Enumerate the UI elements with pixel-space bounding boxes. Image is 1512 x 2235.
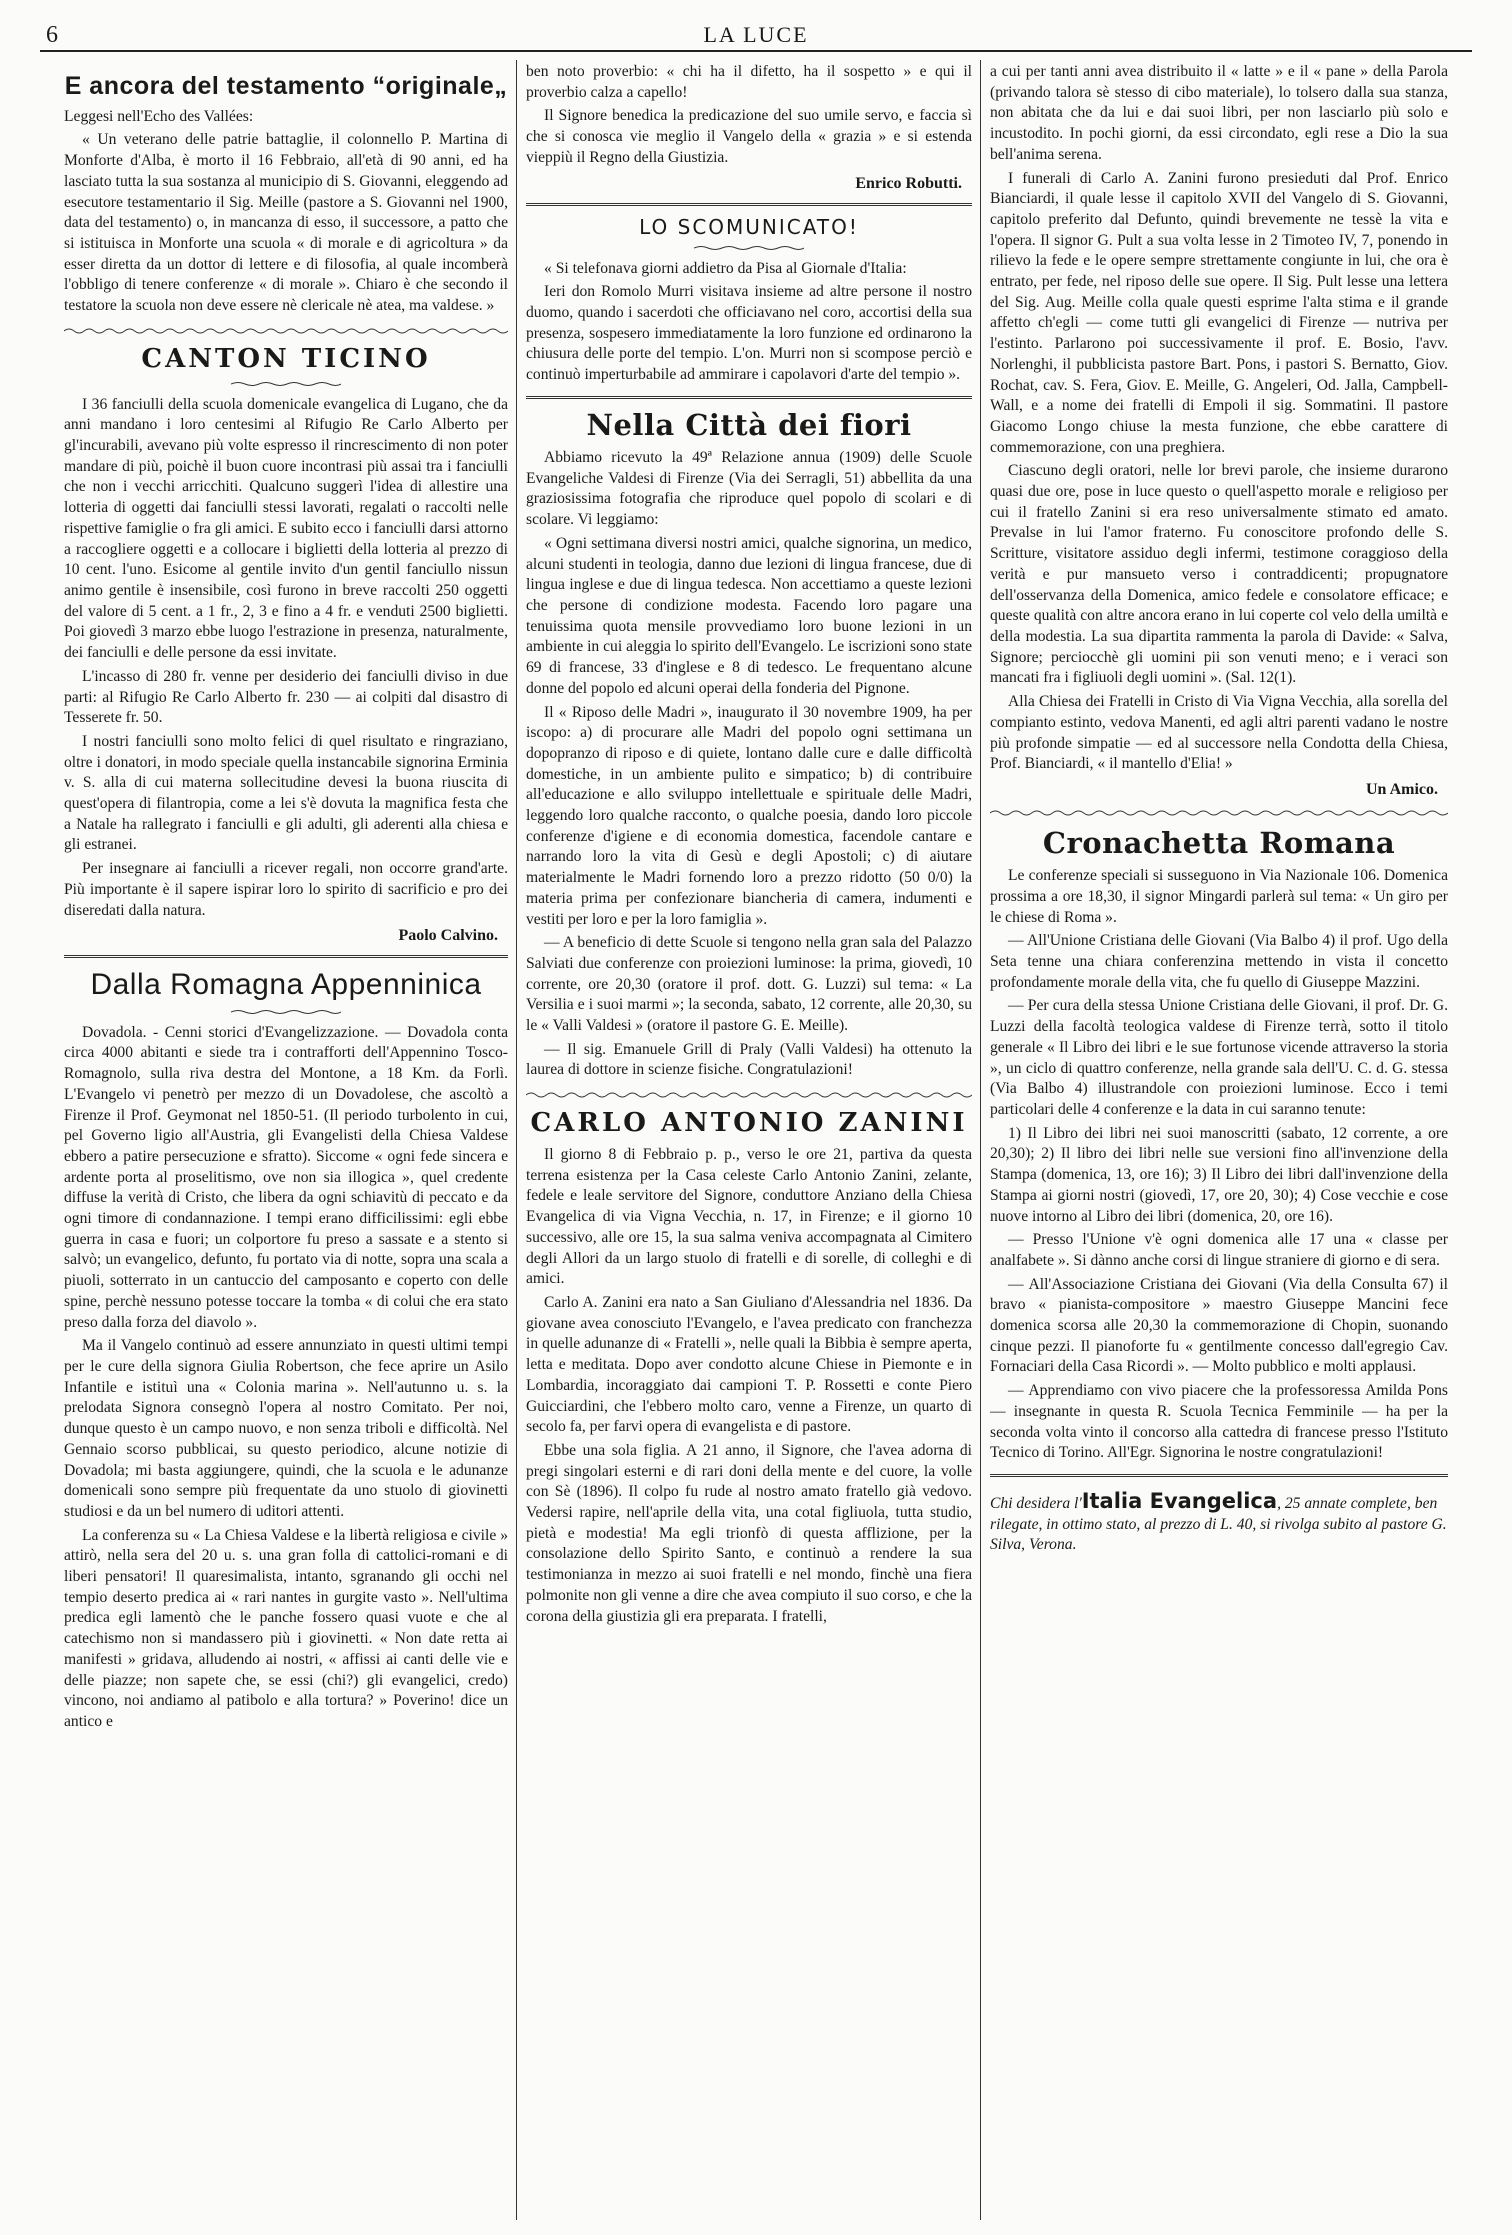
article-paragraph: — All'Associazione Cristiana dei Giovani (Via della Consulta 67) il bravo « pianista-compositore » maestro Giuseppe Mancini fece domenica scorsa alle 20,30 la commemorazione di Chopin, suonando cinque pezzi. Il pianoforte fu « gentilmente concesso dall'egregio Cav. Fornaciari della Casa Ricordi ». — Molto pubblico e molti applausi. <box>990 1275 1448 1376</box>
title-swash <box>694 245 804 251</box>
wavy-divider <box>990 809 1448 817</box>
column-2 <box>526 62 972 2222</box>
article-paragraph: — Il sig. Emanuele Grill di Praly (Valli Valdesi) ha ottenuto la laurea di dottore in scienze fisiche. Congratulazioni! <box>526 1040 972 1079</box>
article-paragraph: Ma il Vangelo continuò ad essere annunziato in questi ultimi tempi per le cure della signora Giulia Robertson, che fece aprire un Asilo Infantile e istituì una « Colonia marina ». Nell'autunno u. s. la prelodata Signora consegnò l'opera al nostro Comitato. Per noi, dunque questo è un campo nuovo, e non senza triboli e difficoltà. Nel Gennaio scorso pubblicai, su questo periodico, alcune notizie di Dovadola; mi basta aggiungere, quindi, che la scuola e le adunanze domenicali sono sempre più frequentate da uno stuolo di giovinetti studiosi e da un bel numero di uditori attenti. <box>64 1337 508 1520</box>
article-paragraph: Per insegnare ai fanciulli a ricever regali, non occorre grand'arte. Più importante è il sapere ispirar loro lo spirito di sacrificio e pro dei diseredati dalla natura. <box>64 860 508 919</box>
article-paragraph: La conferenza su « La Chiesa Valdese e la libertà religiosa e civile » attirò, nella sera del 20 u. s. una gran folla di cattolici-romani e di liberi pensatori! Il quaresimalista, intanto, sgranando gli occhi nel tempio deserto predica ai « rari nantes in gurgite vasto ». Nell'ultima predica egli lamentò che le panche fossero quasi vuote e che al catechismo non si mandassero più i giovinetti. « Non date retta ai manifesti » gridava, alludendo ai nostri, « affissi ai canti delle vie e delle piazze; non sapete che, se essi (chi?) gli evangelici, credo) vincono, noi andiamo al patibolo e alla tortura? » Poverino! dice un antico e <box>64 1526 508 1730</box>
article-paragraph: Carlo A. Zanini era nato a San Giuliano d'Alessandria nel 1836. Da giovane avea conosciuto l'Evangelo, e l'avea predicato con franchezza in quelle adunanze di « Fratelli », nelle quali la Bibbia è sempre aperta, letta e meditata. Dopo aver condotto alcune Chiese in Piemonte e in Lombardia, incoraggiato dai campioni T. P. Rossetti e conte Piero Guicciardini, che l'ebbero molto caro, venne a Firenze, un quarto di secolo fa, per farvi opera di evangelista e di pastore. <box>526 1293 972 1436</box>
article-title: Dalla Romagna Appenninica <box>90 968 482 1002</box>
article-paragraph: I funerali di Carlo A. Zanini furono presieduti dal Prof. Enrico Bianciardi, il quale lesse il capitolo XVII del Vangelo di S. Giovanni, capitolo preferito dal Defunto, quindi brevemente ne tessè la vita e l'opera. Il signor G. Pult a sua volta lesse in 2 Timoteo IV, 7, ponendo in rilievo la fede e le opere sempre strettamente congiunte in lui, che ora è entrato, per fede, nel riposo delle sue opere. Il Sig. Pult lesse una lettera del Sig. Aug. Meille colla quale questi esprime l'alta stima e il grande affetto ch'egli — come tutti gli evangelici di Firenze — nutriva per l'estinto. Parlarono poi successivamente il prof. E. Bosio, l'avv. Norlenghi, il pubblicista pastore Bart. Pons, i pastori S. Bernatto, Giov. Rochat, cav. S. Fera, Giov. E. Meille, G. Angeleri, Od. Jalla, Campbell-Wall, e a nome dei fratelli di Empoli il sig. Sommatini. Il pastore Giacomo Longo chiuse la mesta funzione, che ebbe carattere di commemorazione, con una preghiera. <box>990 169 1448 456</box>
article-paragraph: « Si telefonava giorni addietro da Pisa al Giornale d'Italia: <box>544 259 907 277</box>
article-canton-ticino <box>64 345 508 945</box>
column-1 <box>64 62 508 2222</box>
article-paragraph: I nostri fanciulli sono molto felici di quel risultato e ringraziano, oltre i donatori, in modo speciale quella instancabile signorina Erminia v. S. alla di cui materna sollecitudine devesi la buona riuscita di quest'opera di filantropia, come a lei s'è dovuta la magnifica festa che a Natale ha rallegrato i fanciulli e gli adulti, gli aderenti alla chiesa e gli estranei. <box>64 732 508 854</box>
article-paragraph: Il « Riposo delle Madri », inaugurato il 30 novembre 1909, ha per iscopo: a) di procurare alle Madri del popolo ogni settimana un dopopranzo di riposo e di quiete, lontano dalle cure e dalle difficoltà domestiche, in un ambiente pulito e simpatico; b) di contribuire all'educazione e allo sviluppo intellettuale e spirituale delle Madri, leggendo loro qualche racconto, o qualche poesia, dando loro piccole conferenze d'igiene e di economia domestica, facendole cantare e narrando loro la vita di Gesù e degli Apostoli; c) di aiutare materialmente le Madri fornendo loro a prezzo ridotto (50 0/0) la materia prima per confezionare biancheria di camera, indumenti e vestiti per loro e per la loro famiglia ». <box>526 703 972 928</box>
column-divider-2 <box>980 60 981 2220</box>
article-paragraph: Il giorno 8 di Febbraio p. p., verso le ore 21, partiva da questa terrena esistenza per la Casa celeste Carlo Antonio Zanini, zelante, fedele e leale servitore del Signore, conduttore Anziano della Chiesa Evangelica di via Vigna Vecchia, n. 17, in Firenze; e il giorno 10 successivo, alle ore 15, la sua salma veniva accompagnata al Cimitero degli Allori da un largo stuolo di fratelli e di sorelle, di colleghi e di amici. <box>526 1146 972 1288</box>
article-paragraph: — A beneficio di dette Scuole si tengono nella gran sala del Palazzo Salviati due conferenze con proiezioni luminose: la prima, giovedì, 10 corrente, ore 20,30 (oratore il prof. dott. G. Luzzi) sul tema: « La Versilia e i suoi marmi »; la seconda, sabato, 12 corrente, alle 20,30, su le « Valli Valdesi » (oratore il pastore G. E. Meille). <box>526 934 972 1035</box>
article-title: E ancora del testamento “originale„ <box>64 72 508 100</box>
ad-title: Italia Evangelica <box>1081 1488 1278 1513</box>
article-paragraph: Ciascuno degli oratori, nelle lor brevi parole, che insieme durarono quasi due ore, pose in luce questo o quell'aspetto morale e religioso per cui il fratello Zanini si era reso universalmente stimato ed amato. Prevalse in lui l'amor fraterno. Fu conoscitore profondo delle S. Scritture, visitatore assiduo degli infermi, testimone coraggioso della verità e pur mansueto verso i contraddicenti; propugnatore dell'osservanza della Domenica, amico fedele e consolatore efficace; e queste qualità con altre ancora erano in lui coperte col velo della umiltà e della modestia. La sua dipartita rammenta la parola di Davide: « Salva, Signore; perciocchè gli uomini pii son venuti meno; e i veraci son mancati fra i figliuoli degli uomini ». (Sal. 12(1). <box>990 462 1448 687</box>
article-paragraph: — Apprendiamo con vivo piacere che la professoressa Amilda Pons — insegnante in questa R. Scuola Tecnica Femminile — ha per la seconda volta vinto il concorso alla cattedra di francese presso l'Istituto Tecnico di Torino. All'Egr. Signorina le nostre congratulazioni! <box>990 1382 1448 1462</box>
header-rule <box>40 50 1472 52</box>
article-testamento <box>64 72 508 317</box>
article-paragraph: Il Signore benedica la predicazione del suo umile servo, e faccia sì che si conosca vie meglio il Vangelo della « grazia » e si estenda vieppiù il Regno della Giustizia. <box>526 107 972 166</box>
article-scomunicato <box>526 216 972 386</box>
column-divider-1 <box>516 60 517 2220</box>
article-paragraph: — All'Unione Cristiana delle Giovani (Via Balbo 4) il prof. Ugo della Seta tenne una chiara conferenzina mettendo in vista il concetto profondamente morale della vita, che fu quello di Giuseppe Mazzini. <box>990 932 1448 991</box>
double-divider <box>526 396 972 399</box>
article-paragraph: Leggesi nell'Echo des Vallées: <box>64 107 254 125</box>
article-title: CARLO ANTONIO ZANINI <box>530 1108 968 1139</box>
ad-text: , 25 annate complete, ben rilegate, in ottimo stato, al prezzo di L. 40, si rivolga subito al pastore G. Silva, Verona. <box>990 1494 1447 1554</box>
article-cronachetta-romana <box>990 827 1448 1464</box>
article-signature: Paolo Calvino. <box>398 927 498 945</box>
article-zanini-continued <box>990 62 1448 799</box>
article-signature: Un Amico. <box>1366 780 1438 798</box>
double-divider <box>990 1474 1448 1477</box>
advertisement <box>990 1488 1448 1556</box>
article-citta-dei-fiori <box>526 409 972 1081</box>
article-paragraph: L'incasso di 280 fr. venne per desiderio dei fanciulli diviso in due parti: al Rifugio Re Carlo Alberto fr. 230 — ai colpiti dal disastro di Tesserete fr. 50. <box>64 667 508 727</box>
title-swash <box>231 381 341 387</box>
article-zanini <box>526 1109 972 1627</box>
article-title: CANTON TICINO <box>141 343 431 374</box>
article-signature: Enrico Robutti. <box>855 174 962 192</box>
article-paragraph: Alla Chiesa dei Fratelli in Cristo di Via Vigna Vecchia, alla sorella del compianto estinto, vedova Manenti, ed agli altri parenti vadano le nostre più profonde simpatie — ed al successore nella Condotta della Chiesa, Prof. Bianciardi, « il mantello d'Elia! » <box>990 693 1448 773</box>
article-paragraph: a cui per tanti anni avea distribuito il « latte » e il « pane » della Parola (privando talora sè stesso di cibo materiale), lo tolsero dalla sua stanza, non abitata che da lui e dai suoi libri, per non lasciarlo più solo e incustodito. In pochi giorni, da essi circondato, egli rese a Dio la sua bell'anima serena. <box>990 63 1448 163</box>
double-divider <box>526 203 972 206</box>
column-3 <box>990 62 1448 2222</box>
masthead-title: LA LUCE <box>703 22 809 47</box>
article-title: LO SCOMUNICATO! <box>639 214 859 239</box>
article-paragraph: — Presso l'Unione v'è ogni domenica alle 17 una « classe per analfabete ». Si dànno anche corsi di lingue straniere di giorno e di sera. <box>990 1231 1448 1269</box>
article-title: Cronachetta Romana <box>1042 825 1396 860</box>
wavy-divider <box>526 1091 972 1099</box>
article-paragraph: Le conferenze speciali si susseguono in Via Nazionale 106. Domenica prossima a ore 18,30, il signor Mingardi parlerà sul tema: « Un giro per le chiese di Roma ». <box>990 867 1448 926</box>
article-paragraph: « Ogni settimana diversi nostri amici, qualche signorina, un medico, alcuni studenti in teologia, danno due lezioni di lingua francese, due di lingua inglese e due di lingua tedesca. Non accettiamo a queste lezioni che persone di condizione modesta. Facendo loro pagare una tenuissima quota mensile provvediamo loro buone lezioni in un ambiente in cui aleggia lo spirito dell'Evangelo. Le iscrizioni sono state 69 di francese, 33 d'inglese e 8 di tedesco. Le frequentano alcune donne del popolo ed alcuni operai della fonderia del Pignone. <box>526 534 972 697</box>
article-romagna <box>64 968 508 1732</box>
article-paragraph: « Un veterano delle patrie battaglie, il colonnello P. Martina di Monforte d'Alba, è morto il 16 Febbraio, all'età di 90 anni, ed ha lasciato tutta la sua sostanza al municipio di S. Giovanni, eleggendo ad esecutore testamentario il Sig. Meille (pastore a S. Giovanni nel 1900, data del testamento) o, in mancanza di esso, il successore, a patto che si istituisca in Monforte una scuola « di morale e di agricoltura » da esser diretta da un dottor di lettere e di filosofia, al quale incomberà l'obbligo di tenere conferenze « di morale ». Chiaro è che secondo il testatore la scuola non deve essere nè clericale nè atea, ma valdese. » <box>64 131 508 315</box>
article-paragraph: I 36 fanciulli della scuola domenicale evangelica di Lugano, che da anni mandano i loro centesimi al Rifugio Re Carlo Alberto per gl'incurabili, avevano più volte espresso il rincrescimento di non poter mandare di più, poichè il buon cuore incontrasi più assai tra i fanciulli che non i vecchi arricchiti. Qualcuno suggerì l'idea di allestire una lotteria di oggetti dai fanciulli stessi lavorati, regalati o raccolti nelle rispettive famiglie o fra gli amici. E subito ecco i fanciulli darsi attorno a raccogliere oggetti e a collocare i biglietti della lotteria al prezzo di 10 cent. l'uno. Esicome al gentile invito d'un gentil fanciullo nissun animo gentile è insensibile, così furono in breve raccolti 250 oggetti del valore di 5 cent. a 1 fr., 2, 3 e fino a 4 fr. e venduti 2500 biglietti. Poi giovedì 3 marzo ebbe luogo l'estrazione in presenza, naturalmente, dei fanciulli e delle persone da essi invitate. <box>64 395 508 662</box>
double-divider <box>64 955 508 958</box>
article-paragraph: Dovadola. - Cenni storici d'Evangelizzazione. — Dovadola conta circa 4000 abitanti e siede tra i contrafforti dell'Appennino Tosco-Romagnolo, sulla riva destra del Montone, a 18 Km. da Forlì. L'Evangelo vi penetrò per mezzo di un Dovadolese, che ascoltò a Firenze il Prof. Geymonat nel 1850-51. (Il periodo turbolento in cui, pel Governo ligio all'Austria, gli Evangelisti della Chiesa Valdese ebbero a patire persecuzione e sfratto). Siccome « ogni fede sincera e ardente porta al proselitismo, ove non sia illogica », quel credente diffuse la verità di Cristo, che libera da ogni schiavitù di peccato e da ogni timore di condannazione. I tempi erano difficilissimi: egli ebbe guerra in casa e fuori; un colportore fu preso a sassate e a stento si salvò; un evangelico, defunto, fu portato via di notte, sopra una scala a piuoli, sotterrato in un cantuccio del camposanto e coperto con delle spine, perchè nessuno potesse toccare la tomba « di colui che era stato preso dalla forza del diavolo ». <box>64 1023 508 1331</box>
article-paragraph: Ieri don Romolo Murri visitava insieme ad altre persone il nostro duomo, quando i sacerdoti che officiavano nel coro, accortisi della sua presenza, sospesero immediatamente la loro funzione ed ordinarono la chiusura delle porte del tempio. L'on. Murri non si scompose perciò e continuò imperturbabile ad ammirare i capolavori d'arte del tempio ». <box>526 283 972 384</box>
page-number: 6 <box>46 22 58 48</box>
ad-lead: Chi desidera l' <box>990 1494 1082 1512</box>
wavy-divider <box>64 327 508 335</box>
title-swash <box>231 1009 341 1015</box>
article-title: Nella Città dei fiori <box>586 407 912 442</box>
article-paragraph: ben noto proverbio: « chi ha il difetto, ha il sospetto » e qui il proverbio calza a capello! <box>526 63 972 101</box>
page-header <box>40 18 1472 52</box>
article-paragraph: — Per cura della stessa Unione Cristiana delle Giovani, il prof. Dr. G. Luzzi della facoltà teologica valdese di Firenze terrà, sotto il titolo generale « Il Libro dei libri e le sue fortunose vicende attraverso la storia », un ciclo di quattro conferenze, nella grande sala dell'U. C. d. G. stessa (Via Balbo 4) illustrandole con proiezioni luminose. Ecco i temi particolari delle 4 conferenze e la data in cui saranno tenute: <box>990 997 1448 1118</box>
article-paragraph: Ebbe una sola figlia. A 21 anno, il Signore, che l'avea adorna di pregi singolari esterni e di rari doni della mente e del cuore, la volle con Sè (1896). Il colpo fu rude al nostro amato fratello già vedovo. Vedersi rapire, nell'aprile della vita, una cotal figliuola, tutta studio, pietà e modestia! Ma egli trionfò di questa afflizione, per la consolazione dello Spirito Santo, e continuò a rendere la sua testimonianza in mezzo ai suoi fratelli e nel mondo, finchè una fiera polmonite non gli venne a dire che avea compiuto il suo corso, e che la corona della giustizia gli era preparata. I fratelli, <box>526 1441 972 1625</box>
article-paragraph: 1) Il Libro dei libri nei suoi manoscritti (sabato, 12 corrente, a ore 20,30); 2) Il libro dei libri nelle sue versioni fino all'invenzione della Stampa (domenica, 13, ore 16); 3) Il Libro dei libri dall'invenzione della Stampa ai giorni nostri (giovedì, 17, ore 20, 30); 4) Cose vecchie e cose nuove intorno al Libro dei libri (domenica, 20, ore 16). <box>990 1124 1448 1225</box>
article-paragraph: Abbiamo ricevuto la 49ª Relazione annua (1909) delle Scuole Evangeliche Valdesi di Firenze (Via dei Serragli, 51) abbellita da una graziosissima fotografia che riproduce quel popolo di scolari e di scolare. Vi leggiamo: <box>526 449 972 529</box>
article-continuation <box>526 62 972 193</box>
